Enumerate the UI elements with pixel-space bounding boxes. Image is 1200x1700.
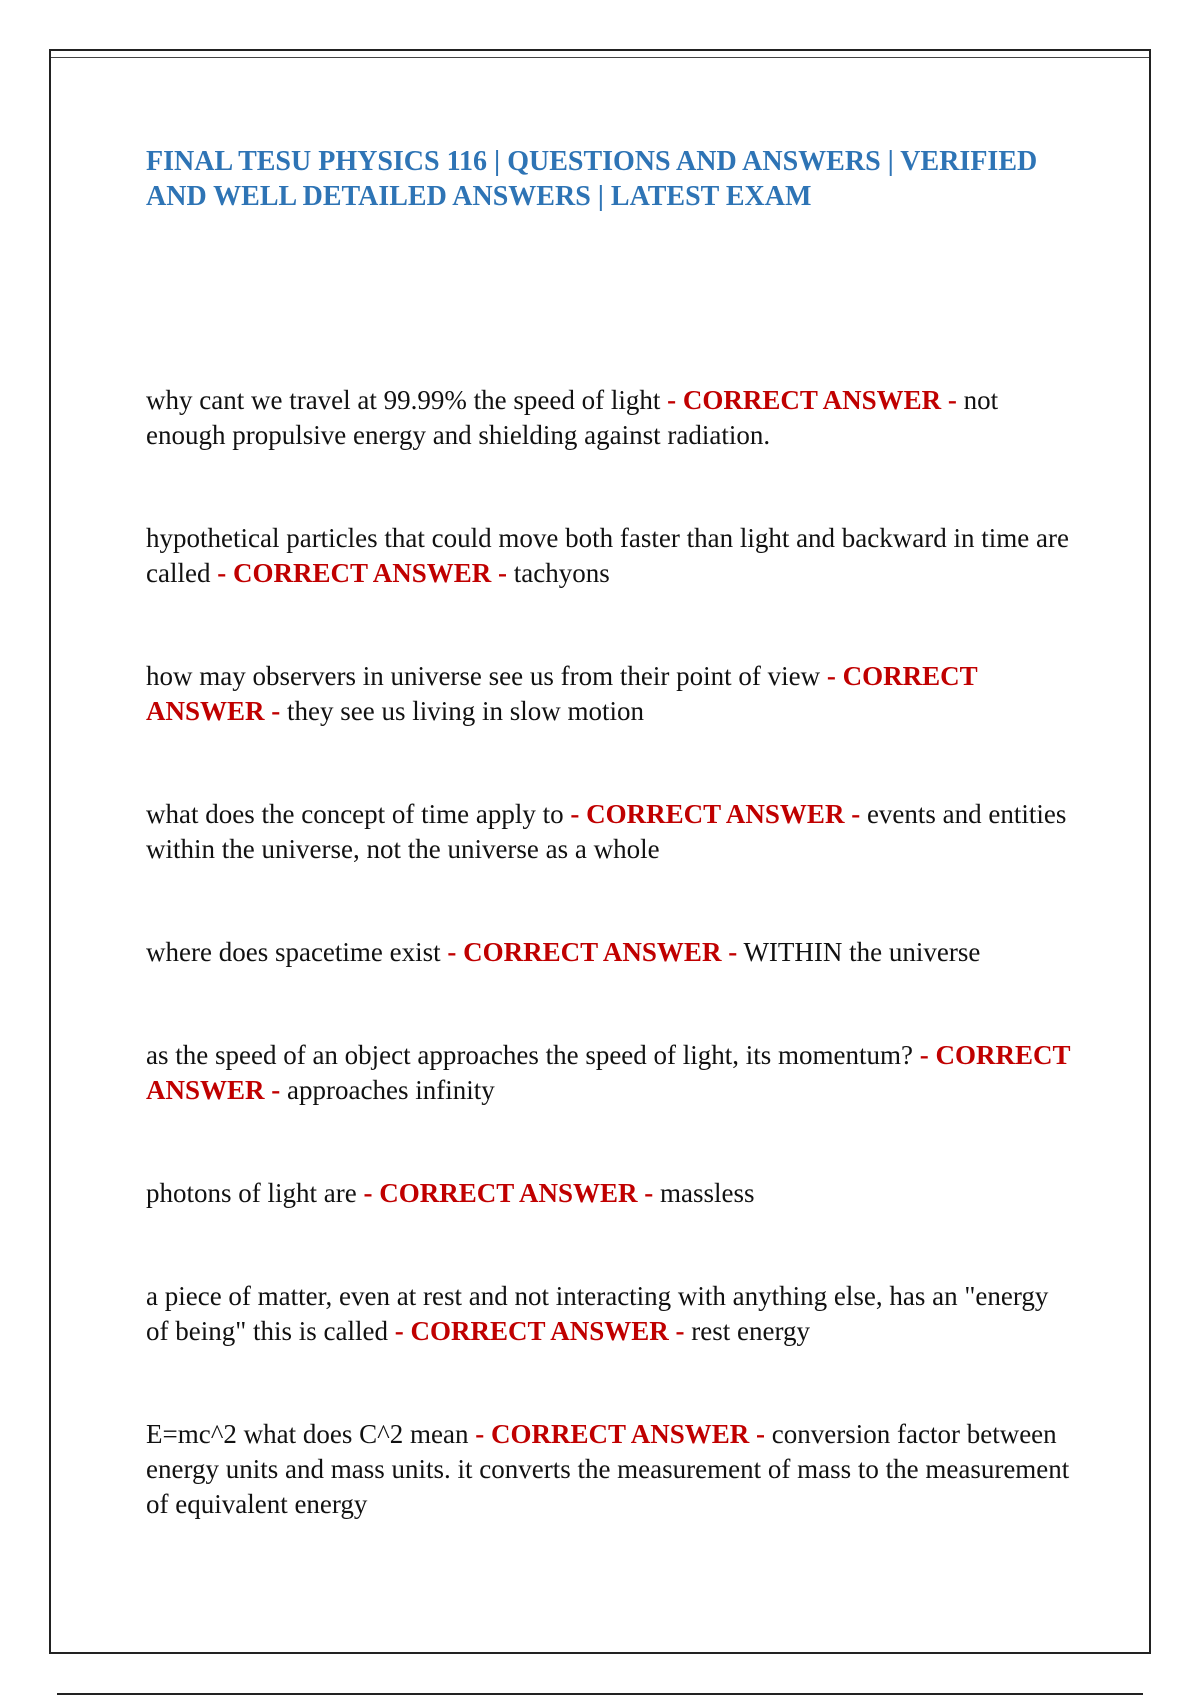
question-text: why cant we travel at 99.99% the speed of light [146, 385, 661, 415]
answer-text: WITHIN the universe [743, 937, 981, 967]
qa-item [146, 521, 1076, 591]
question-text: E=mc^2 what does C^2 mean [146, 1419, 469, 1449]
qa-item [146, 797, 1076, 867]
qa-item [146, 1417, 1076, 1522]
qa-item [146, 1038, 1076, 1108]
correct-answer-marker: - CORRECT ANSWER - [475, 1419, 766, 1449]
qa-item [146, 1279, 1076, 1349]
qa-item [146, 935, 1076, 970]
answer-text: events and entities within the universe, not the universe as a whole [146, 799, 1067, 864]
correct-answer-marker: - CORRECT ANSWER - [146, 661, 978, 726]
correct-answer-marker: - CORRECT ANSWER - [667, 385, 957, 415]
question-text: photons of light are [146, 1178, 357, 1208]
answer-text: approaches infinity [287, 1075, 495, 1105]
correct-answer-marker: - CORRECT ANSWER - [570, 799, 861, 829]
qa-item [146, 383, 1076, 453]
qa-list [146, 383, 1076, 1590]
question-text: a piece of matter, even at rest and not interacting with anything else, has an "energy of being" this is called [146, 1281, 1049, 1346]
answer-text: tachyons [513, 558, 610, 588]
qa-item [146, 659, 1076, 729]
footer-rule [57, 1693, 1143, 1695]
correct-answer-marker: - CORRECT ANSWER - [394, 1316, 685, 1346]
answer-text: conversion factor between energy units and mass units. it converts the measurement of mass to the measurement of equivalent energy [146, 1419, 1070, 1519]
question-text: hypothetical particles that could move both faster than light and backward in time are called [146, 523, 1069, 588]
question-text: as the speed of an object approaches the speed of light, its momentum? [146, 1040, 914, 1070]
answer-text: they see us living in slow motion [287, 696, 645, 726]
qa-item [146, 1176, 1076, 1211]
correct-answer-marker: - CORRECT ANSWER - [363, 1178, 654, 1208]
question-text: what does the concept of time apply to [146, 799, 564, 829]
question-text: how may observers in universe see us from their point of view [146, 661, 821, 691]
question-text: where does spacetime exist [146, 937, 441, 967]
answer-text: massless [660, 1178, 755, 1208]
correct-answer-marker: - CORRECT ANSWER - [447, 937, 738, 967]
page-frame-top-rule [51, 57, 1149, 58]
correct-answer-marker: - CORRECT ANSWER - [217, 558, 508, 588]
document-title: FINAL TESU PHYSICS 116 | QUESTIONS AND ANSWERS | VERIFIED AND WELL DETAILED ANSWERS | LATEST EXAM [146, 146, 1038, 212]
answer-text: rest energy [691, 1316, 810, 1346]
correct-answer-marker: - CORRECT ANSWER - [146, 1040, 1071, 1105]
answer-text: not enough propulsive energy and shielding against radiation. [146, 385, 999, 450]
